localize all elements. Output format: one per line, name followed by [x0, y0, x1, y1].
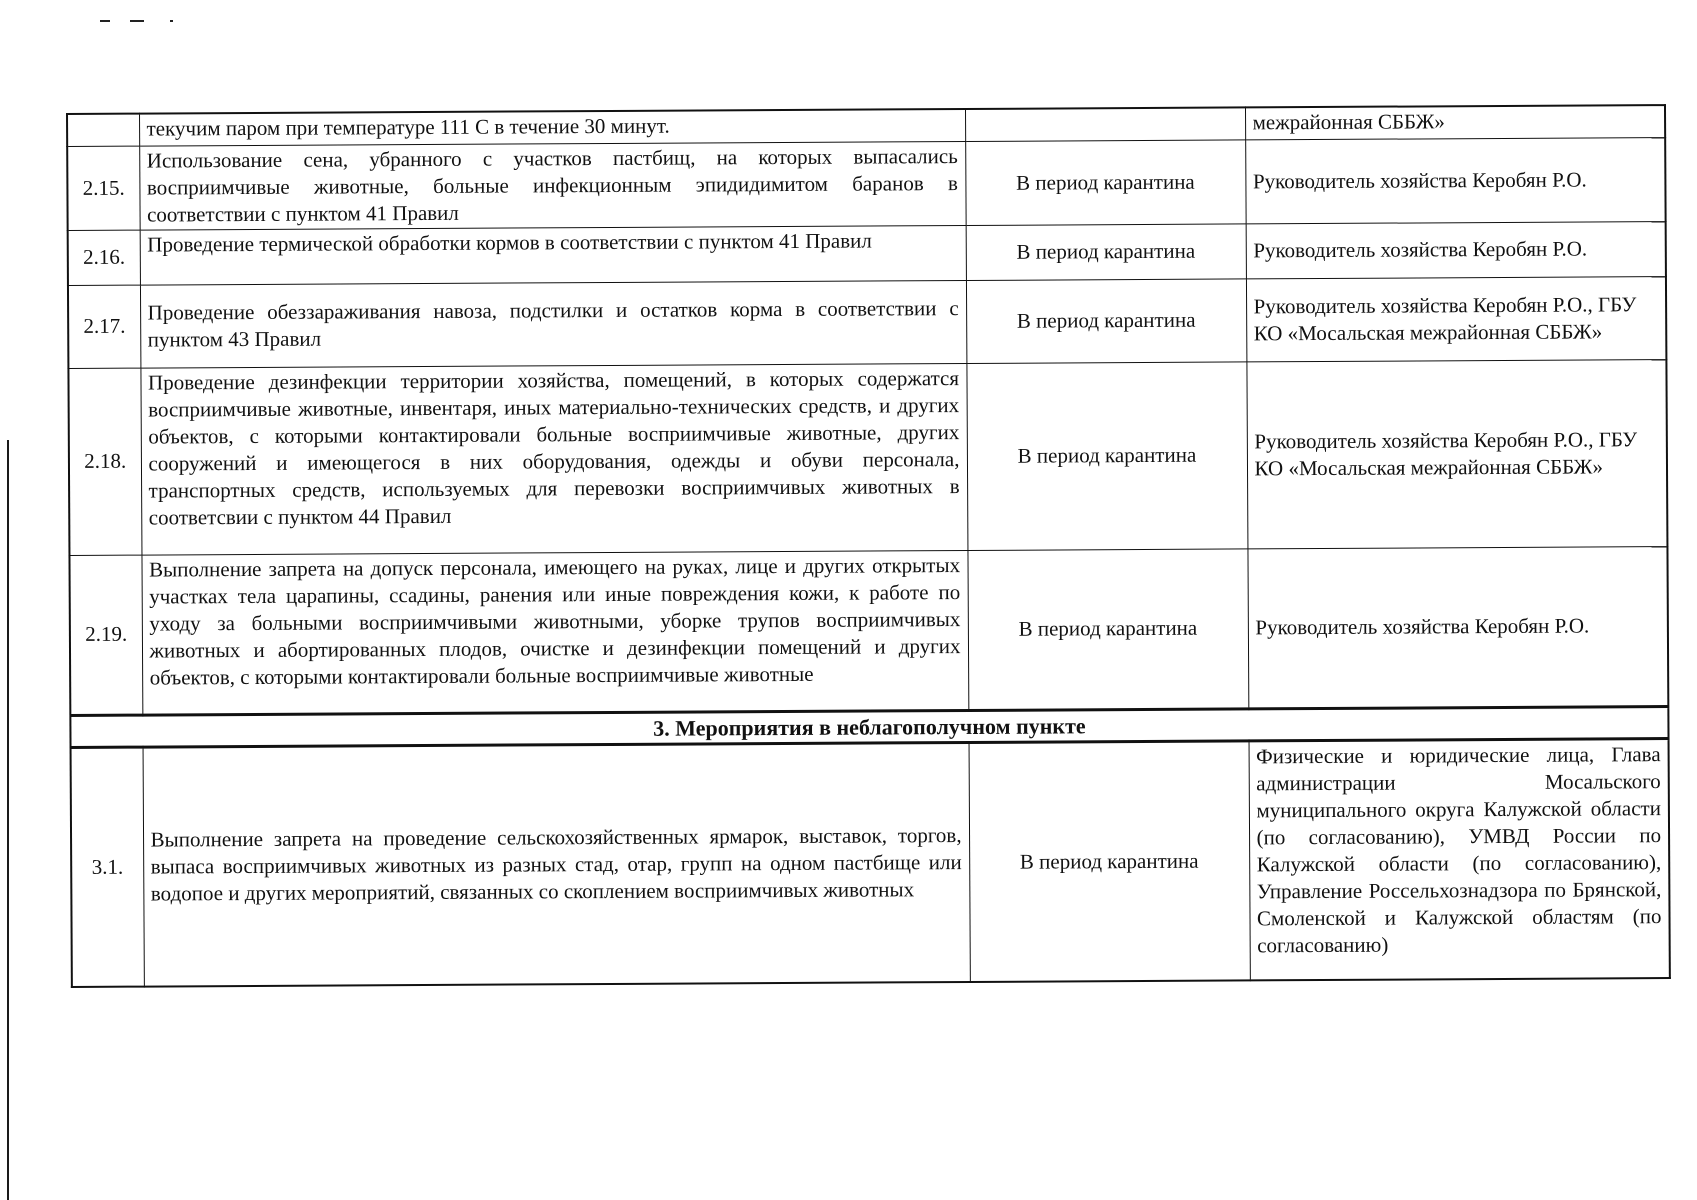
row-number-cell: 2.17. [68, 285, 140, 368]
scan-artifact-mark [130, 20, 144, 22]
section-title: 3. Мероприятия в неблагополучном пункте [70, 706, 1668, 747]
responsible-cell: межрайонная СББЖ» [1245, 105, 1665, 139]
table-row [68, 359, 1667, 555]
table-row [69, 546, 1668, 715]
period-cell: В период карантина [966, 278, 1246, 363]
responsible-cell: Руководитель хозяйства Керобян Р.О. [1247, 546, 1668, 708]
period-cell: В период карантина [967, 548, 1248, 710]
table-row [67, 137, 1665, 230]
measure-text-cell: Проведение термической обработки кормов в соответствии с пунктом 41 Правил [140, 225, 966, 285]
measure-text-cell: Выполнение запрета на проведение сельскохозяйственных ярмарок, выставок, торгов, выпаса восприимчивых животных из разных стад, отар, групп на одном пастбище или водопое и других мероприятий, связанных со скоплением восприимчивых животных [143, 742, 970, 987]
measures-table-container [66, 104, 1669, 988]
measure-text-cell: Проведение дезинфекции территории хозяйства, помещений, в которых содержатся восприимчивые животные, инвентаря, иных материально-технических средств, и других объектов, с которыми контактировали больные восприимчивые животные, других сооружений и имеющегося в них оборудования, одежды и обуви персонала, транспортных средств, используемых для перевозки восприимчивых животных в соответсвии с пунктом 44 Правил [140, 363, 967, 555]
responsible-cell: Руководитель хозяйства Керобян Р.О. [1246, 221, 1666, 278]
period-cell: В период карантина [969, 740, 1250, 982]
row-number-cell: 2.18. [68, 368, 141, 555]
period-cell [965, 107, 1245, 141]
responsible-cell: Руководитель хозяйства Керобян Р.О. [1245, 137, 1665, 223]
period-cell: В период карантина [965, 139, 1245, 225]
row-number-cell: 2.19. [69, 555, 142, 715]
measures-table [66, 104, 1671, 988]
scan-artifact-mark [170, 20, 173, 22]
table-row [68, 221, 1666, 285]
row-number-cell: 3.1. [71, 747, 144, 987]
responsible-cell: Руководитель хозяйства Керобян Р.О., ГБУ КО «Мосальская межрайонная СББЖ» [1246, 359, 1667, 548]
scan-artifact-mark [100, 20, 110, 22]
measure-text-cell: текучим паром при температуре 111 С в течение 30 минут. [139, 109, 965, 146]
measure-text-cell: Проведение обеззараживания навоза, подстилки и остатков корма в соответствии с пунктом 43 Правил [140, 280, 966, 368]
responsible-cell: Руководитель хозяйства Керобян Р.О., ГБУ КО «Мосальская межрайонная СББЖ» [1246, 276, 1666, 361]
measure-text-cell: Использование сена, убранного с участков пастбищ, на которых выпасались восприимчивые животные, больные инфекционным эпидидимитом баранов в соответствии с пунктом 41 Правил [139, 141, 965, 230]
table-row [71, 738, 1670, 987]
table-row [68, 276, 1666, 368]
row-number-cell: 2.15. [67, 146, 139, 230]
row-number-cell: 2.16. [68, 230, 140, 285]
scan-margin-line [7, 440, 9, 1200]
row-number-cell [67, 114, 139, 146]
period-cell: В период карантина [966, 361, 1247, 550]
responsible-cell: Физические и юридические лица, Глава администрации Мосальского муниципального округа Калужской области (по согласованию), УМВД России по Калужской области (по согласованию), Управление Россельхознадзора по Брянской, Смоленской и Калужской областям (по согласованию) [1249, 738, 1670, 980]
period-cell: В период карантина [966, 223, 1246, 280]
measure-text-cell: Выполнение запрета на допуск персонала, имеющего на руках, лице и других открытых участках тела царапины, ссадины, ранения или иные повреждения кожи, к работе по уходу за больными восприимчивыми животными, уборке трупов восприимчивых животных и абортированных плодов, очистке и дезинфекции помещений и других объектов, с которыми контактировали больные восприимчивые животные [141, 550, 968, 715]
